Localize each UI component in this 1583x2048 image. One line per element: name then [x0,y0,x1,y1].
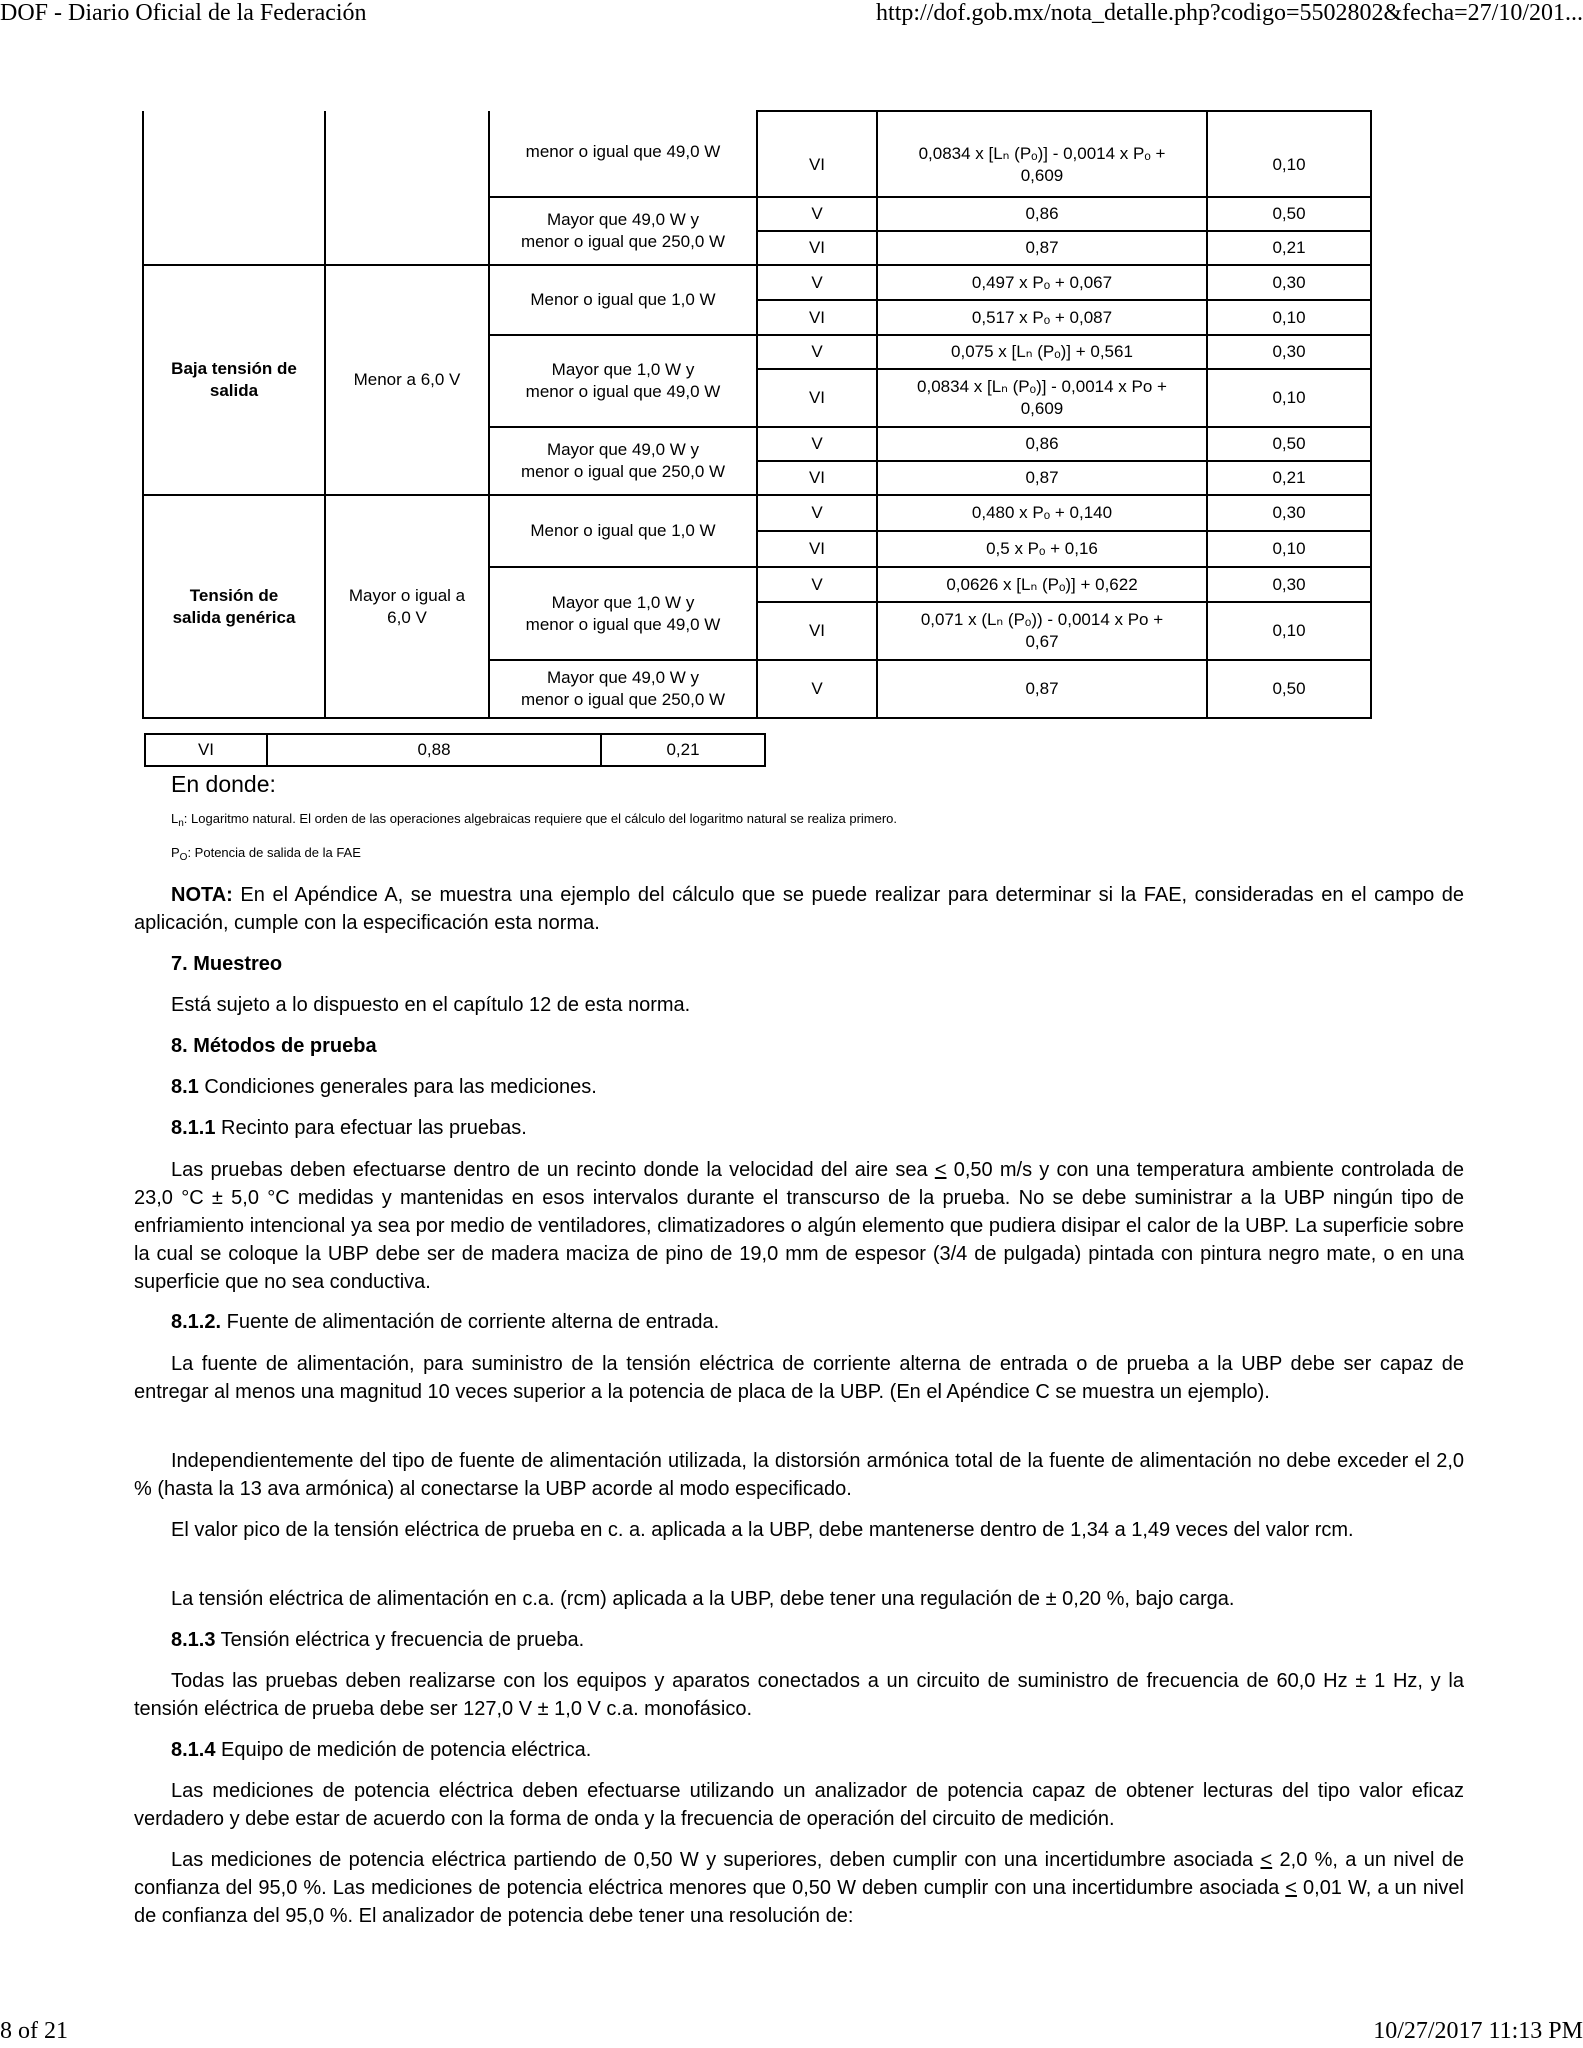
section-8-1-3-heading: 8.1.3 Tensión eléctrica y frecuencia de prueba. [171,1629,585,1651]
efficiency-formula-cell: 0,075 x [Lₙ (Pₒ)] + 0,561 [877,335,1207,369]
noload-cell: 0,50 [1207,197,1371,231]
noload-cell: 0,30 [1207,567,1371,602]
power-range-cell: Menor o igual que 1,0 W [489,265,757,335]
print-datetime: 10/27/2017 11:13 PM [1373,2018,1583,2044]
voltage-range-cell: Menor a 6,0 V [325,265,489,495]
power-range-cell: Menor o igual que 1,0 W [489,495,757,567]
category-generic-voltage: Tensión de salida genérica [143,495,325,718]
efficiency-formula-cell: 0,517 x Pₒ + 0,087 [877,300,1207,335]
efficiency-formula-cell: 0,0626 x [Lₙ (Pₒ)] + 0,622 [877,567,1207,602]
level-cell: V [757,265,877,300]
noload-cell: 0,10 [1207,602,1371,660]
section-8-1-2-paragraph-3: El valor pico de la tensión eléctrica de prueba en c. a. aplicada a la UBP, debe mantenerse dentro de 1,34 a 1,49 veces del valor rcm. [171,1519,1354,1541]
section-8-1-4-heading: 8.1.4 Equipo de medición de potencia eléctrica. [171,1739,592,1761]
noload-cell: 0,10 [1207,300,1371,335]
section-8-1-1-heading: 8.1.1 Recinto para efectuar las pruebas. [171,1117,527,1139]
power-range-cell: Mayor que 49,0 W y menor o igual que 250,0 W [489,660,757,718]
section-8-1-4-paragraph-2: Las mediciones de potencia eléctrica partiendo de 0,50 W y superiores, deben cumplir con una incertidumbre asociada < 2,0 %, a un nivel de confianza del 95,0 %. Las mediciones de potencia eléctrica menores que 0,50 W deben cumplir con una incertidumbre asociada < 0,01 W, a un nivel de confianza del 95,0 %. El analizador de potencia debe tener una resolución de: [134,1849,1465,1927]
noload-cell: 0,10 [1207,111,1371,197]
po-definition: $P_O$: Potencia de salida de la FAE [171,845,361,863]
noload-cell: 0,21 [1207,231,1371,265]
level-cell: VI [757,461,877,495]
section-8-1-1-paragraph: Las pruebas deben efectuarse dentro de un recinto donde la velocidad del aire sea < 0,50 m/s y con una temperatura ambiente controlada de 23,0 °C ± 5,0 °C medidas y mantenidas en esos intervalos durante el transcurso de la prueba. No se debe suministrar a la UBP ningún tipo de enfriamiento intencional ya sea por medio de ventiladores, climatizadores o algún elemento que pudiera disipar el calor de la UBP. La superficie sobre la cual se coloque la UBP debe ser de madera maciza de pino de 19,0 mm de espesor (3/4 de pulgada) pintada con pintura negro mate, o en una superficie que no sea conductiva. [134,1159,1464,1293]
noload-cell: 0,21 [601,734,765,766]
section-8-1-2-heading: 8.1.2. Fuente de alimentación de corriente alterna de entrada. [171,1311,720,1333]
level-cell: V [757,197,877,231]
level-cell: V [757,427,877,461]
noload-cell: 0,30 [1207,495,1371,531]
section-8-1-3-paragraph: Todas las pruebas deben realizarse con los equipos y aparatos conectados a un circuito de suministro de frecuencia de 60,0 Hz ± 1 Hz, y la tensión eléctrica de prueba debe ser 127,0 V ± 1,0 V c.a. monofásico. [134,1670,1464,1720]
efficiency-formula-cell: 0,0834 x [Lₙ (Pₒ)] - 0,0014 x Pₒ + 0,609 [877,111,1207,197]
noload-cell: 0,50 [1207,427,1371,461]
efficiency-formula-cell: 0,87 [877,231,1207,265]
power-range-cell: Mayor que 1,0 W y menor o igual que 49,0 W [489,567,757,660]
section-8-1-2-paragraph-1: La fuente de alimentación, para suministro de la tensión eléctrica de corriente alterna de entrada o de prueba a la UBP debe ser capaz de entregar al menos una magnitud 10 veces superior a la potencia de placa de la UBP. (En el Apéndice C se muestra un ejemplo). [134,1353,1464,1403]
efficiency-table [142,110,1372,719]
noload-cell: 0,21 [1207,461,1371,495]
level-cell: VI [757,369,877,427]
level-cell: V [757,567,877,602]
browser-page-url: http://dof.gob.mx/nota_detalle.php?codigo=5502802&fecha=27/10/201... [876,0,1583,26]
section-8-heading: 8. Métodos de prueba [171,1035,377,1057]
browser-page-title: DOF - Diario Oficial de la Federación [0,0,367,26]
efficiency-formula-cell: 0,88 [267,734,601,766]
ln-definition: $L_n$: Logaritmo natural. El orden de las operaciones algebraicas requiere que el cálculo del logaritmo natural se realiza primero. [171,811,898,829]
efficiency-formula-cell: 0,86 [877,427,1207,461]
efficiency-formula-cell: 0,071 x (Lₙ (Pₒ)) - 0,0014 x Po + 0,67 [877,602,1207,660]
noload-cell: 0,30 [1207,265,1371,300]
level-cell: VI [757,300,877,335]
orphan-table-row [144,733,766,767]
efficiency-formula-cell: 0,87 [877,660,1207,718]
section-7-heading: 7. Muestreo [171,953,283,975]
efficiency-formula-cell: 0,5 x Pₒ + 0,16 [877,531,1207,567]
section-8-1-4-paragraph-1: Las mediciones de potencia eléctrica deben efectuarse utilizando un analizador de potencia capaz de obtener lecturas del tipo valor eficaz verdadero y debe estar de acuerdo con la forma de onda y la frecuencia de operación del circuito de medición. [134,1780,1464,1830]
efficiency-formula-cell: 0,0834 x [Lₙ (Pₒ)] - 0,0014 x Po + 0,609 [877,369,1207,427]
noload-cell: 0,10 [1207,369,1371,427]
level-cell: VI [757,602,877,660]
en-donde-label: En donde: [171,771,276,797]
power-range-cell: menor o igual que 49,0 W [489,111,757,197]
section-8-1-heading: 8.1 Condiciones generales para las mediciones. [171,1076,597,1098]
power-range-cell: Mayor que 49,0 W y menor o igual que 250,0 W [489,427,757,495]
power-range-cell: Mayor que 1,0 W y menor o igual que 49,0 W [489,335,757,427]
efficiency-formula-cell: 0,86 [877,197,1207,231]
power-range-cell: Mayor que 49,0 W y menor o igual que 250,0 W [489,197,757,265]
print-page-number: 8 of 21 [0,2018,68,2044]
prev-category-cell [143,111,325,265]
level-cell: VI [757,231,877,265]
prev-voltage-cell [325,111,489,265]
level-cell: VI [757,531,877,567]
nota-paragraph: NOTA: En el Apéndice A, se muestra una ejemplo del cálculo que se puede realizar para determinar si la FAE, consideradas en el campo de aplicación, cumple con la especificación esta norma. [134,884,1464,934]
level-cell: VI [145,734,267,766]
level-cell: VI [757,111,877,197]
category-low-voltage: Baja tensión de salida [143,265,325,495]
section-8-1-2-paragraph-4: La tensión eléctrica de alimentación en c.a. (rcm) aplicada a la UBP, debe tener una regulación de ± 0,20 %, bajo carga. [171,1588,1235,1610]
efficiency-formula-cell: 0,87 [877,461,1207,495]
noload-cell: 0,30 [1207,335,1371,369]
section-8-1-2-paragraph-2: Independientemente del tipo de fuente de alimentación utilizada, la distorsión armónica total de la fuente de alimentación no debe exceder el 2,0 % (hasta la 13 ava armónica) al conectarse la UBP acorde al modo especificado. [134,1450,1464,1500]
noload-cell: 0,50 [1207,660,1371,718]
level-cell: V [757,660,877,718]
level-cell: V [757,495,877,531]
voltage-range-cell: Mayor o igual a 6,0 V [325,495,489,718]
efficiency-formula-cell: 0,480 x Pₒ + 0,140 [877,495,1207,531]
efficiency-formula-cell: 0,497 x Pₒ + 0,067 [877,265,1207,300]
level-cell: V [757,335,877,369]
section-7-text: Está sujeto a lo dispuesto en el capítulo 12 de esta norma. [171,994,691,1016]
noload-cell: 0,10 [1207,531,1371,567]
